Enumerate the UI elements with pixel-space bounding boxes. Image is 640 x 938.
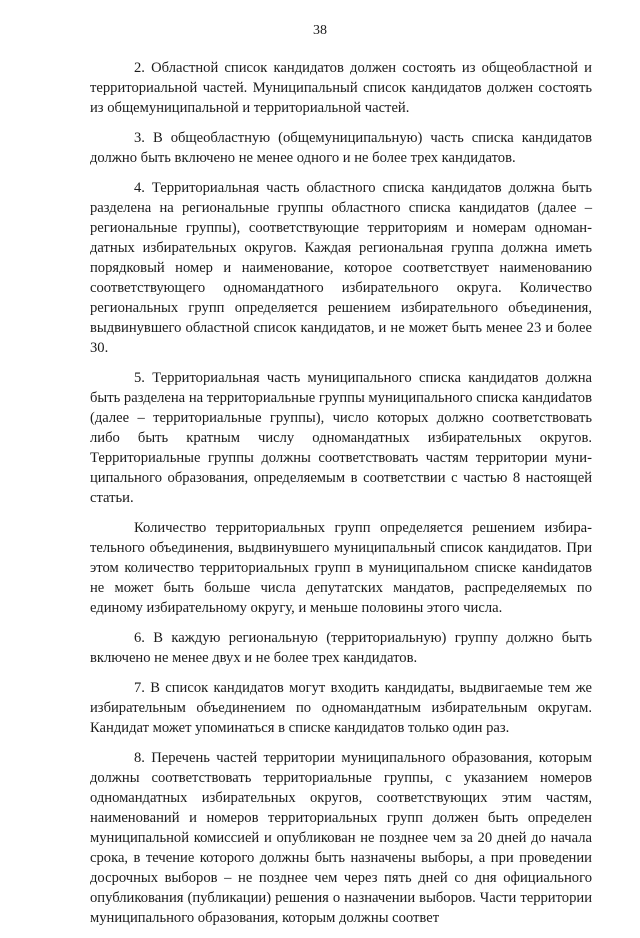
- paragraph-6-group-size: 6. В каждую региональную (территориальную) группу должно быть включено не менее двух и не более трех кандидатов.: [90, 630, 592, 666]
- paragraph-3-general-part-size: 3. В общеобластную (общемуниципальную) часть списка кандидатов должно быть включено не менее одного и не более трех кандидатов.: [90, 130, 592, 166]
- paragraph-5-territorial-groups: 5. Территориальная часть муниципального списка кандидатов должна быть разделена на территориальные группы муниципального списка кандиdатов (далее – территориальные группы), число которых должно соответствовать либо быть кратным числу одномандатных избирательных округов. Территориальные группы должны соответствовать частям территории муниципального образования, определяемым в соответствии с частью 8 настоящей статьи.: [90, 370, 592, 506]
- paragraph-2-regional-list-structure: 2. Областной список кандидатов должен состоять из общеобластной и территориальной частей. Муниципальный список кандидатов должен состоять из общемуниципальной и территориальной частей.: [90, 60, 592, 116]
- paragraph-8-territory-parts: 8. Перечень частей территории муниципального образования, которым должны соответствовать территориальные группы, с указанием номеров одномандатных избирательных округов, соответствующих этим частям, наименований и номеров территориальных групп должен быть определен муниципальной комиссией и опубликован не позднее чем за 20 дней до начала срока, в течение которого должны быть назначены выборы, а при проведении досрочных выборов – не позднее чем через пять дней со дня официального опубликования (публикации) решения о назначении выборов. Части территории муниципального образования, которым должны соответ: [90, 750, 592, 926]
- paragraph-7-candidate-inclusion: 7. В список кандидатов могут входить кандидаты, выдвигаемые тем же избирательным объединением по одномандатным избирательным округам. Кандидат может упоминаться в списке кандидатов только один раз.: [90, 680, 592, 736]
- paragraph-territorial-groups-count: Количество территориальных групп определяется решением избирательного объединения, выдвинувшего муниципальный список кандидатов. При этом количество территориальных групп в муниципальном списке канdидатов не может быть больше числа депутатских мандатов, распределяемых по единому избирательному округу, и меньше половины этого числа.: [90, 520, 592, 616]
- paragraph-4-regional-groups: 4. Территориальная часть областного списка кандидатов должна быть разделена на региональные группы областного списка кандидатов (далее – региональные группы), соответствующие территориям и номерам одномандатных избирательных округов. Каждая региональная группа должна иметь порядковый номер и наименование, которое соответствует наименованию соответствующего одномандатного избирательного округа. Количество региональных групп определяется решением избирательного объединения, выдвинувшего областной список кандидатов, и не может быть менее 23 и более 30.: [90, 180, 592, 356]
- document-body: [90, 58, 592, 938]
- page-number: 38: [313, 23, 327, 38]
